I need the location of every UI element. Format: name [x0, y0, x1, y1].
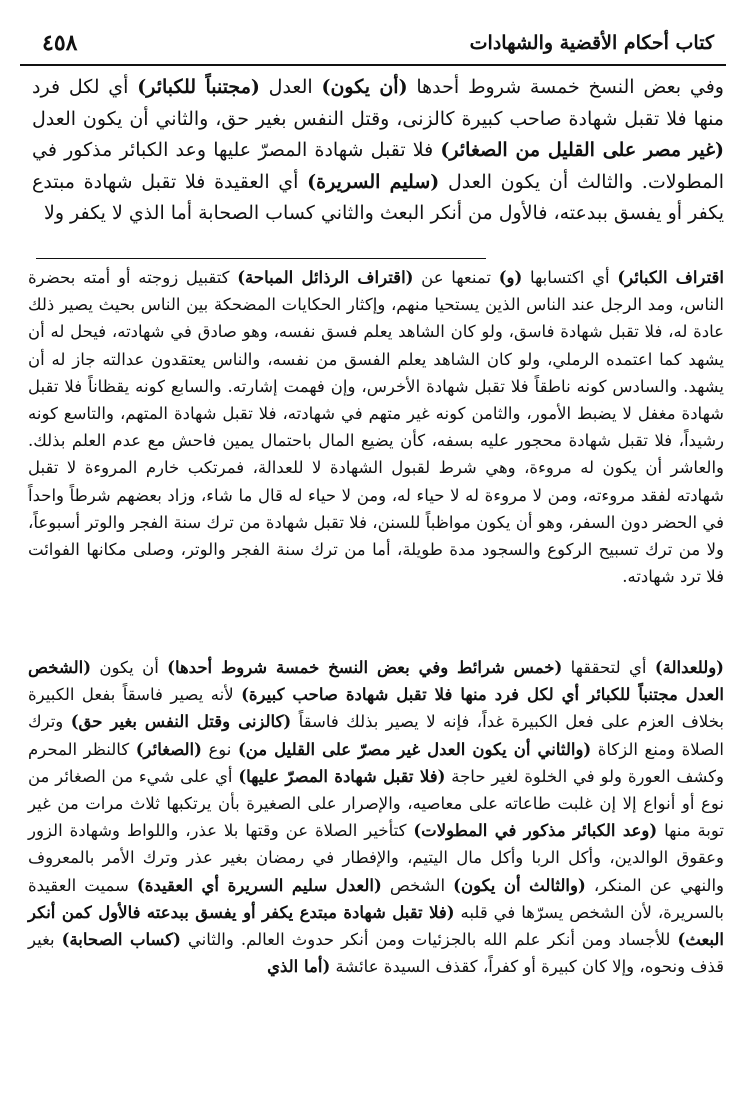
bold-text-segment: (مجتنباً للكبائر)	[137, 76, 260, 98]
text-segment: أي العقيدة فلا تقبل شهادة مبتدع يكفر أو يفسق ببدعته، فالأول من أنكر البعث والثاني كساب الصحابة أما الذي لا يكفر ولا	[32, 170, 724, 224]
page-header	[20, 26, 726, 64]
text-segment: للأجساد ومن أنكر علم الله بالجزئيات ومن أنكر حدوث العالم. والثاني	[180, 930, 678, 950]
bold-text-segment: (سليم السريرة)	[307, 170, 440, 193]
commentary-paragraph-2	[28, 654, 724, 980]
text-segment: كتأخير الصلاة عن وقتها بلا عذر، واللواط وشهادة الزور وعقوق الوالدين، وأكل الربا وأكل مال اليتيم، والإفطار في رمضان بغير عذر وترك الأمر بالمعروف والنهي عن المنكر،	[28, 821, 725, 895]
bold-text-segment: (خمس شرائط وفي بعض النسخ خمسة شروط أحدها)	[167, 658, 563, 677]
text-segment: فلا تقبل شهادة المصرّ عليها وعد الكبائر مذكور في المطولات. والثالث أن يكون العدل	[32, 139, 724, 193]
bold-text-segment: (الشخص العدل مجتنباً للكبائر أي لكل فرد منها فلا تقبل شهادة صاحب كبيرة)	[28, 658, 724, 705]
text-segment: سميت العقيدة بالسريرة، لأن الشخص يسرّها في قلبه	[28, 875, 724, 922]
text-segment: نوع	[201, 739, 238, 759]
text-segment: العدل	[259, 76, 322, 98]
text-segment: تمنعها عن	[413, 268, 499, 287]
bold-text-segment: (العدل سليم السريرة أي العقيدة)	[136, 875, 382, 895]
commentary-paragraph-1	[28, 264, 724, 590]
commentary-block-2	[28, 654, 724, 980]
text-segment: بغير قذف ونحوه، وإلا كان كبيرة أو كفراً، كقذف السيدة عائشة	[28, 930, 724, 977]
bold-text-segment: (وللعدالة)	[654, 658, 724, 677]
bold-text-segment: (الصغائر)	[135, 739, 202, 759]
page-number: ٤٥٨	[42, 30, 78, 56]
running-title: كتاب أحكام الأقضية والشهادات	[469, 32, 714, 54]
footnote-separator	[36, 258, 486, 259]
text-segment: أي على شيء من الصغائر من نوع أو أنواع إلا إن غلبت طاعاته على معاصيه، والإصرار على الصغيرة بأن يرتكبها ثلاث مرات من غير توبة منها	[28, 766, 724, 841]
text-segment: أي لتحققها	[562, 658, 655, 677]
text-segment: الشخص	[381, 875, 454, 895]
bold-text-segment: (أن يكون)	[321, 76, 408, 98]
bold-text-segment: (كساب الصحابة)	[61, 930, 181, 950]
bold-text-segment: (أما الذي	[267, 957, 331, 977]
text-segment: وفي بعض النسخ خمسة شروط أحدها	[407, 76, 724, 98]
bold-text-segment: (اقتراف الرذائل المباحة)	[237, 268, 414, 287]
bold-text-segment: (والثالث أن يكون)	[453, 875, 586, 895]
text-segment: لأنه يصير فاسقاً بفعل الكبيرة بخلاف العزم على فعل الكبيرة غداً، فإنه لا يصير بذلك فاسقاً	[28, 685, 724, 732]
bold-text-segment: (وعد الكبائر مذكور في المطولات)	[413, 821, 658, 841]
bold-text-segment: (فلا تقبل شهادة مبتدع يكفر أو يفسق ببدعته فالأول كمن أنكر البعث)	[28, 902, 724, 950]
text-segment: وترك الصلاة ومنع الزكاة	[28, 712, 725, 759]
bold-text-segment: (والثاني أن يكون العدل غير مصرّ على القليل من)	[237, 739, 592, 759]
bold-text-segment: (فلا تقبل شهادة المصرّ عليها)	[238, 766, 446, 786]
main-text	[32, 72, 724, 230]
header-rule	[20, 64, 726, 66]
main-paragraph	[32, 72, 724, 230]
commentary-block-1	[28, 264, 724, 590]
bold-text-segment: (و)	[498, 268, 523, 287]
text-segment: كتقبيل زوجته أو أمته بحضرة الناس، ومد الرجل عند الناس الذين يستحيا منهم، وإكثار الحكايات المضحكة بين الناس بحيث يصير ذلك عادة له، فلا تقبل شهادة فاسق، ولو كان الشاهد يعلم فسق نفسه، وهو صادق في شهادته، فيحل له أن يشهد كما اعتمده الرملي، ولو كان الشاهد يعلم الفسق من نفسه، والناس يعتقدون عدالته جاز له أن يشهد. والسادس كونه ناطقاً فلا تقبل شهادة الأخرس، وإن فهمت إشارته. والسابع كونه يقظاناً فلا تقبل شهادة مغفل لا يضبط الأمور، والثامن كونه غير متهم في شهادته، فلا تقبل شهادة المتهم، والتاسع كونه رشيداً، فلا تقبل شهادة محجور عليه بسفه، كأن يضيع المال باحتمال يمين فاحش مع عدم العلم بذلك. والعاشر أن يكون له مروءة، وهي شرط لقبول الشهادة لا للعدالة، فمرتكب خارم المروءة لا تقبل شهادته لفقد مروءته، ومن لا مروءة له لا حياء له، ومن لا حياء له قال ما شاء، وزاد بعضهم شرطاً واحداً في الحضر دون السفر، وهو أن يكون مواظباً للسنن، فلا تقبل شهادة من ترك سنة الفجر والوتر أسبوعاً، ولا من ترك تسبيح الركوع والسجود مدة طويلة، أما من ترك سنة الفجر والوتر، وصلى مكانها الفوائت فلا ترد شهادته.	[28, 268, 724, 587]
text-segment: كالنظر المحرم وكشف العورة ولو في الخلوة لغير حاجة	[28, 739, 725, 786]
bold-text-segment: اقتراف الكبائر)	[617, 268, 724, 287]
text-segment: أن يكون	[91, 658, 168, 677]
bold-text-segment: (كالزنى وقتل النفس بغير حق)	[70, 712, 292, 732]
bold-text-segment: (غير مصر على القليل من الصغائر)	[440, 139, 724, 161]
text-segment: أي اكتسابها	[522, 268, 618, 287]
text-segment: أي لكل فرد منها فلا تقبل شهادة صاحب كبيرة كالزنى، وقتل النفس بغير حق، والثاني أن يكون العدل	[32, 76, 724, 130]
